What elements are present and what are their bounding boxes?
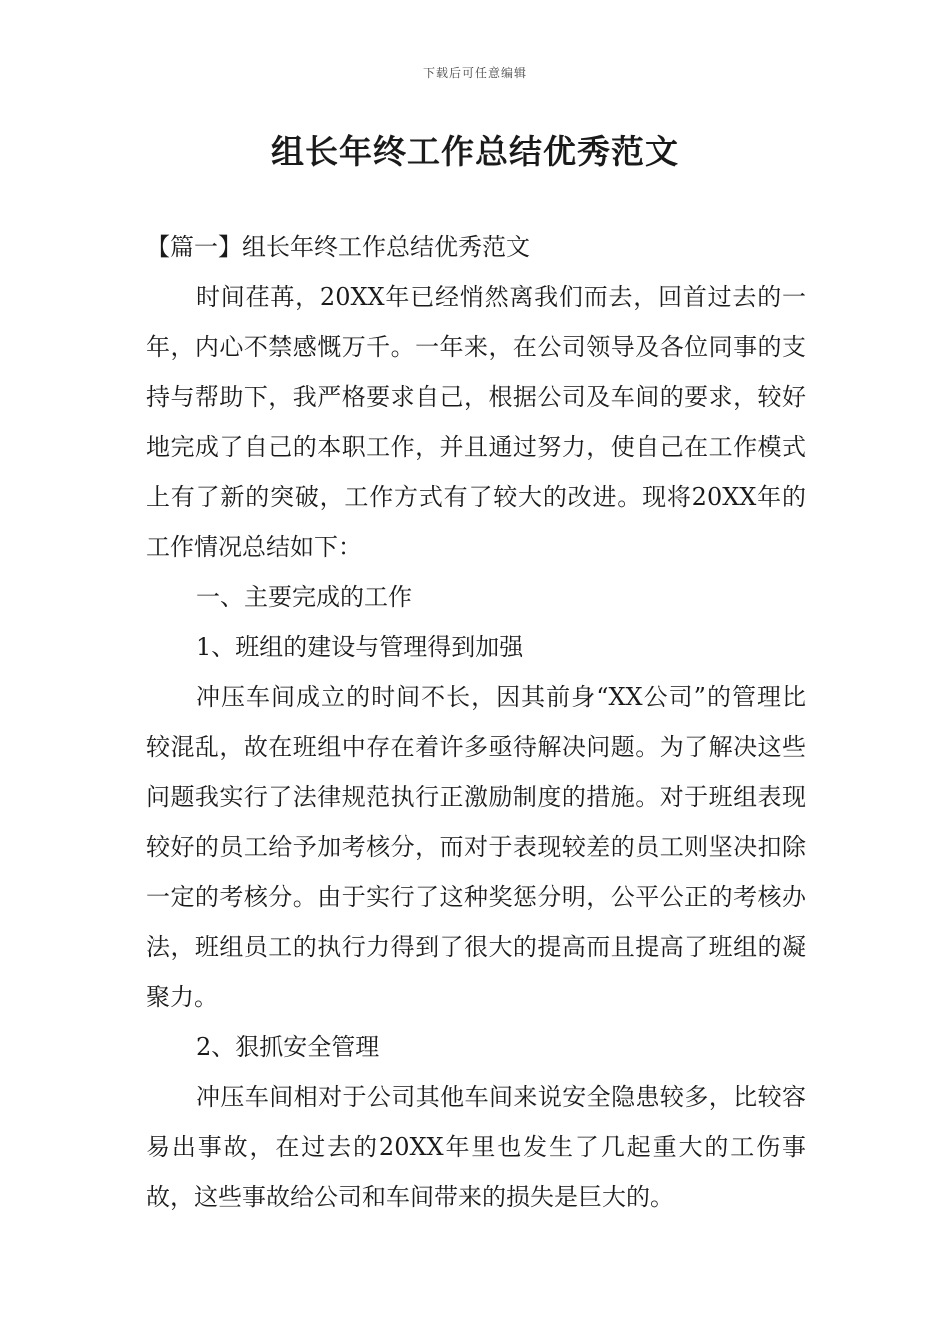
paragraph-team-building: 冲压车间成立的时间不长，因其前身“XX公司”的管理比较混乱，故在班组中存在着许多亟待解决问题。为了解决这些问题我实行了法律规范执行正激励制度的措施。对于班组表现较好的员工给予加考核分，而对于表现较差的员工则坚决扣除一定的考核分。由于实行了这种奖惩分明，公平公正的考核办法，班组员工的执行力得到了很大的提高而且提高了班组的凝聚力。 xyxy=(146,683,806,1011)
header-note: 下载后可任意编辑 xyxy=(422,66,527,80)
section-heading: 【篇一】组长年终工作总结优秀范文 xyxy=(146,233,530,261)
document-title: 组长年终工作总结优秀范文 xyxy=(271,132,679,171)
document-body xyxy=(146,222,806,1222)
subheading-team-building: 1、班组的建设与管理得到加强 xyxy=(196,633,524,661)
paragraph-safety: 冲压车间相对于公司其他车间来说安全隐患较多，比较容易出事故，在过去的20XX年里也发生了几起重大的工伤事故，这些事故给公司和车间带来的损失是巨大的。 xyxy=(146,1083,806,1211)
subheading-main-work: 一、主要完成的工作 xyxy=(196,583,412,611)
subheading-safety: 2、狠抓安全管理 xyxy=(196,1033,380,1061)
paragraph-intro: 时间荏苒，20XX年已经悄然离我们而去，回首过去的一年，内心不禁感慨万千。一年来，在公司领导及各位同事的支持与帮助下，我严格要求自己，根据公司及车间的要求，较好地完成了自己的本职工作，并且通过努力，使自己在工作模式上有了新的突破，工作方式有了较大的改进。现将20XX年的工作情况总结如下： xyxy=(146,283,806,561)
